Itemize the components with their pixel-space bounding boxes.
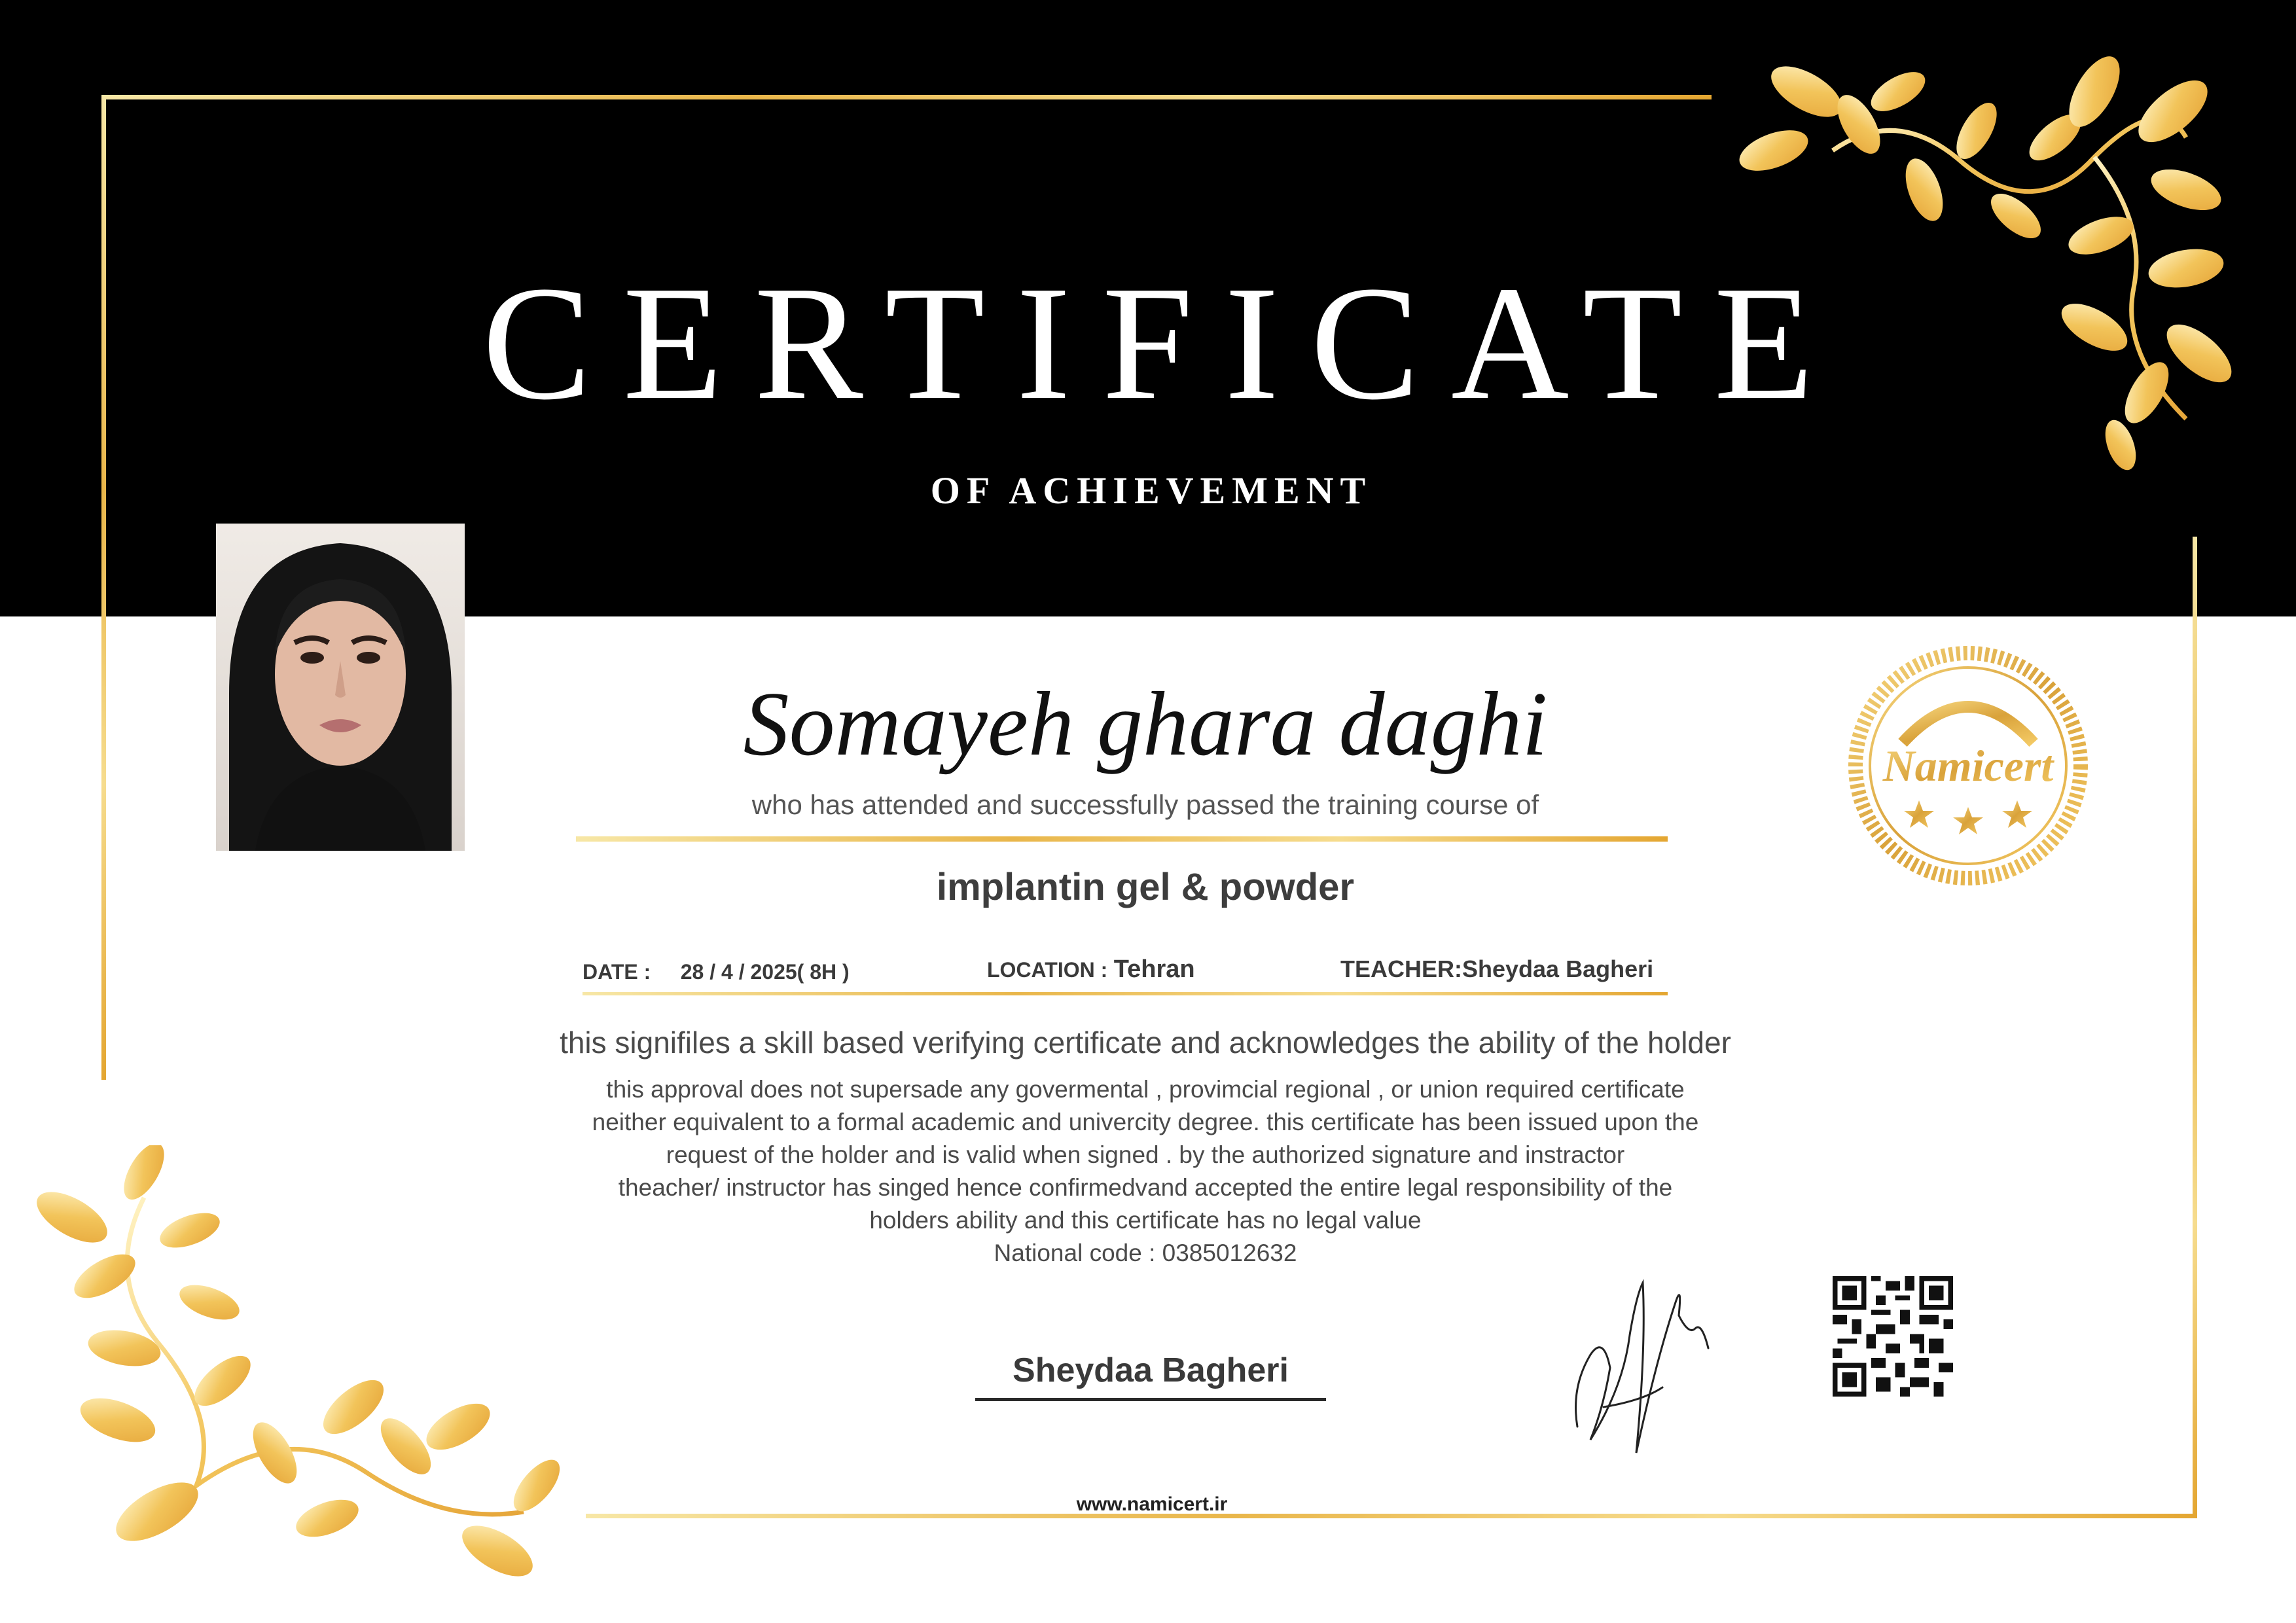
course-name: implantin gel & powder [936, 866, 1355, 908]
disclaimer-line: this approval does not supersade any govermental , provimcial regional , or union required certificate [606, 1076, 1685, 1103]
disclaimer-line: request of the holder and is valid when signed . by the authorized signature and instractor [666, 1141, 1625, 1168]
frame-left-line [101, 95, 106, 1080]
signatory-name: Sheydaa Bagheri [1013, 1351, 1289, 1389]
frame-right-line [2193, 537, 2197, 1518]
national-code: National code : 0385012632 [994, 1240, 1297, 1266]
date-label: DATE : [583, 960, 651, 984]
attended-text: who has attended and successfully passed the training course of [751, 789, 1539, 820]
teacher-info [1340, 955, 1653, 983]
website-link[interactable]: www.namicert.ir [1076, 1493, 1228, 1515]
disclaimer-line: theacher/ instructor has singed hence confirmedvand accepted the entire legal responsibility of the [618, 1174, 1673, 1201]
certificate-subtitle: OF ACHIEVEMENT [930, 469, 1372, 512]
disclaimer-block [458, 1073, 1833, 1270]
gold-vine-icon [26, 1145, 569, 1590]
info-underline [583, 992, 1668, 995]
holder-photo [216, 524, 465, 851]
date-value: 28 / 4 / 2025( 8H ) [680, 960, 850, 984]
seal-text: Namicert [1882, 741, 2054, 791]
signatory-line [975, 1398, 1326, 1401]
gold-vine-icon [1728, 52, 2265, 497]
date-info [583, 959, 850, 985]
frame-bottom-line [586, 1514, 2197, 1518]
disclaimer-line: neither equivalent to a formal academic and univercity degree. this certificate has been issued upon the [592, 1109, 1699, 1135]
teacher-value: Sheydaa Bagheri [1462, 955, 1654, 982]
frame-top-line [101, 95, 1712, 99]
disclaimer-line: holders ability and this certificate has no legal value [869, 1207, 1422, 1234]
recipient-name: Somayeh ghara daghi [743, 673, 1548, 775]
handwritten-signature [1564, 1257, 1721, 1466]
namicert-seal-icon [1847, 645, 2089, 887]
certificate-title: CERTIFICATE [482, 253, 1846, 434]
location-value: Tehran [1113, 955, 1195, 983]
qr-code-icon[interactable] [1833, 1276, 1953, 1397]
name-underline [576, 836, 1668, 842]
location-info [987, 955, 1195, 984]
location-label: LOCATION : [987, 958, 1108, 982]
teacher-label: TEACHER: [1340, 955, 1462, 982]
signifies-text: this signifiles a skill based verifying certificate and acknowledges the ability of the holder [560, 1026, 1731, 1060]
